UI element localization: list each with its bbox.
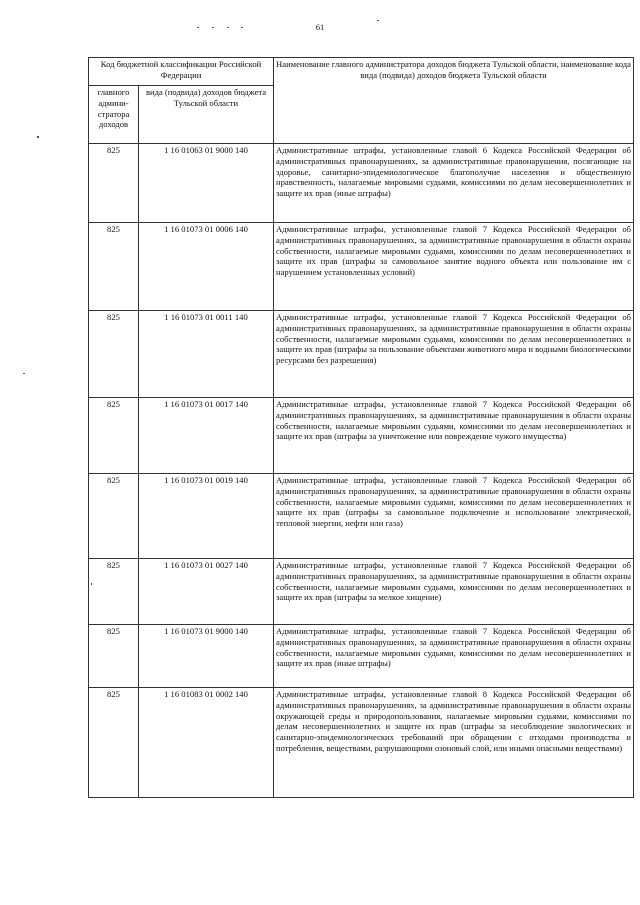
- revenue-code-cell: 1 16 01073 01 0006 140: [139, 223, 274, 311]
- revenue-name-cell: Административные штрафы, установленные главой 7 Кодекса Российской Федерации об административных правонарушениях, за административные правонарушения в области охраны собственности, налагаемые мировыми судьями, комиссиями по делам несовершеннолетних и защите их прав (иные штрафы): [274, 625, 634, 688]
- revenue-name-cell: Административные штрафы, установленные главой 7 Кодекса Российской Федерации об административных правонарушениях, за административные правонарушения в области охраны собственности, налагаемые мировыми судьями, комиссиями по делам несовершеннолетних и защите их прав (штрафы за уничтожение или повреждение чужого имущества): [274, 398, 634, 474]
- revenue-name-cell: Административные штрафы, установленные главой 7 Кодекса Российской Федерации об административных правонарушениях, за административные правонарушения в области охраны собственности, налагаемые мировыми судьями, комиссиями по делам несовершеннолетних и защите их прав (штрафы за самовольное подключение и использование электрической, тепловой энергии, нефти или газа): [274, 474, 634, 559]
- table-row: [89, 311, 634, 398]
- table-row: [89, 559, 634, 625]
- admin-code-cell: 825: [89, 474, 139, 559]
- table-row: [89, 223, 634, 311]
- revenue-name-cell: Административные штрафы, установленные главой 7 Кодекса Российской Федерации об административных правонарушениях, за административные правонарушения в области охраны собственности, налагаемые мировыми судьями, комиссиями по делам несовершеннолетних и защите их прав (штрафы за пользование объектами животного мира и водными биологическими ресурсами без разрешения): [274, 311, 634, 398]
- revenue-code-cell: 1 16 01063 01 9000 140: [139, 144, 274, 223]
- revenue-name-cell: Административные штрафы, установленные главой 8 Кодекса Российской Федерации об административных правонарушениях, за административные правонарушения в области охраны окружающей среды и природопользования, налагаемые мировыми судьями, комиссиями по делам несовершеннолетних и защите их прав (штрафы за несоблюдение экологических и санитарно-эпидемиологических требований при обращении с отходами производства и потребления, веществами, разрушающими озоновый слой, или иными опасными веществами): [274, 688, 634, 798]
- table-row: [89, 144, 634, 223]
- scan-mark: [37, 136, 39, 138]
- revenue-name-cell: Административные штрафы, установленные главой 7 Кодекса Российской Федерации об административных правонарушениях, за административные правонарушения в области охраны собственности, налагаемые мировыми судьями, комиссиями по делам несовершеннолетних и защите их прав (штрафы за мелкое хищение): [274, 559, 634, 625]
- revenue-name-cell: Административные штрафы, установленные главой 7 Кодекса Российской Федерации об административных правонарушениях, за административные правонарушения в области охраны собственности, налагаемые мировыми судьями, комиссиями по делам несовершеннолетних и защите их прав (штрафы за самовольное занятие водного объекта или пользование им с нарушением установленных условий): [274, 223, 634, 311]
- table-row: [89, 688, 634, 798]
- header-administrator-name: Наименование главного администратора доходов бюджета Тульской области, наименование кода вида (подвида) доходов бюджета Тульской области: [274, 58, 634, 144]
- table-row: [89, 398, 634, 474]
- revenue-code-cell: 1 16 01083 01 0002 140: [139, 688, 274, 798]
- revenue-code-cell: 1 16 01073 01 0027 140: [139, 559, 274, 625]
- table-row: [89, 625, 634, 688]
- admin-code-cell: 825: [89, 398, 139, 474]
- scan-mark: [377, 20, 379, 21]
- admin-code-cell: 825: [89, 559, 139, 625]
- page-number: 61: [315, 22, 325, 32]
- header-revenue-type: вида (подвида) доходов бюджета Тульской области: [139, 86, 274, 144]
- admin-code-cell: 825: [89, 144, 139, 223]
- revenue-code-cell: 1 16 01073 01 0019 140: [139, 474, 274, 559]
- revenue-codes-table: [88, 57, 634, 798]
- scan-mark: [23, 373, 25, 374]
- revenue-code-cell: 1 16 01073 01 0011 140: [139, 311, 274, 398]
- table-row: [89, 474, 634, 559]
- header-chief-administrator: главного админи-стратора доходов: [89, 86, 139, 144]
- admin-code-cell: 825: [89, 311, 139, 398]
- revenue-code-cell: 1 16 01073 01 0017 140: [139, 398, 274, 474]
- revenue-code-cell: 1 16 01073 01 9000 140: [139, 625, 274, 688]
- admin-code-cell: 825: [89, 688, 139, 798]
- admin-code-cell: 825: [89, 625, 139, 688]
- header-budget-classification-code: Код бюджетной классификации Российской Федерации: [89, 58, 274, 86]
- revenue-name-cell: Административные штрафы, установленные главой 6 Кодекса Российской Федерации об административных правонарушениях, за административные правонарушения, посягающие на здоровье, санитарно-эпидемиологическое благополучие населения и общественную нравственность, налагаемые мировыми судьями, комиссиями по делам несовершеннолетних и защите их прав (иные штрафы): [274, 144, 634, 223]
- admin-code-cell: 825: [89, 223, 139, 311]
